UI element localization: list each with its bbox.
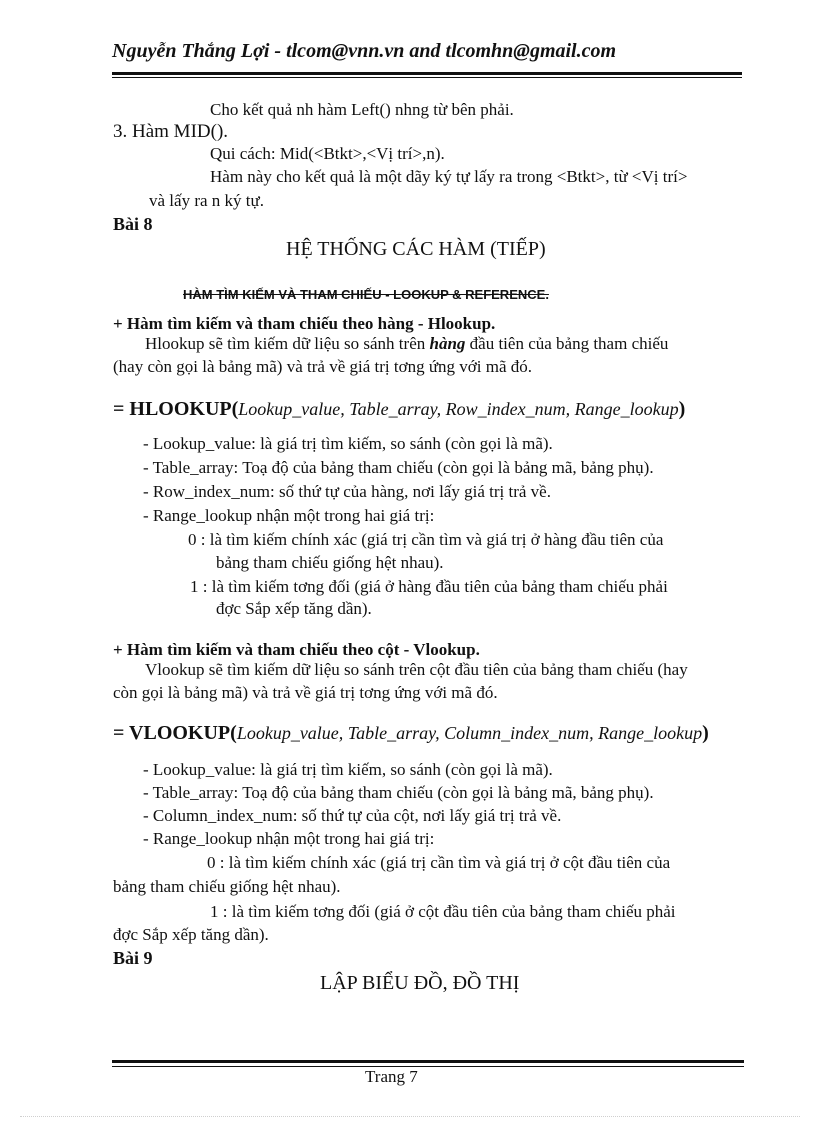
mid-description-cont: và lấy ra n ký tự.: [149, 191, 264, 210]
vlookup-option-one: 1 : là tìm kiếm tơng đối (giá ở cột đầu tiên của bảng tham chiếu phải: [210, 902, 676, 921]
vlookup-formula: [113, 722, 709, 744]
vlookup-description-cont: còn gọi là bảng mã) và trả về giá trị tơng ứng với mã đó.: [113, 683, 498, 702]
hlookup-desc-emphasis: hàng: [429, 334, 466, 353]
bai8-label: Bài 8: [113, 214, 153, 234]
mid-heading: 3. Hàm MID().: [113, 121, 229, 142]
mid-description: Hàm này cho kết quả là một dãy ký tự lấy ra trong <Btkt>, từ <Vị trí>: [210, 167, 688, 186]
vlookup-formula-close: ): [702, 722, 709, 744]
hlookup-formula: [113, 398, 685, 420]
footer-rule-thick: [112, 1060, 744, 1063]
vlookup-param-column-index: - Column_index_num: số thứ tự của cột, nơi lấy giá trị trả về.: [143, 806, 562, 825]
header-rule-thin: [112, 77, 742, 78]
vlookup-formula-name: = VLOOKUP(: [113, 722, 237, 744]
bai8-title: HỆ THỐNG CÁC HÀM (TIẾP): [286, 238, 546, 260]
hlookup-heading: + Hàm tìm kiếm và tham chiếu theo hàng - Hlookup.: [113, 314, 496, 333]
hlookup-description: [145, 333, 668, 355]
vlookup-param-table-array: - Table_array: Toạ độ của bảng tham chiếu (còn gọi là bảng mã, bảng phụ).: [143, 783, 654, 802]
header-rule-thick: [112, 72, 742, 75]
vlookup-heading: + Hàm tìm kiếm và tham chiếu theo cột - Vlookup.: [113, 640, 480, 659]
hlookup-option-zero: 0 : là tìm kiếm chính xác (giá trị cần tìm và giá trị ở hàng đầu tiên của: [188, 530, 664, 549]
page-number: Trang 7: [365, 1067, 418, 1086]
hlookup-param-lookup-value: - Lookup_value: là giá trị tìm kiếm, so sánh (còn gọi là mã).: [143, 434, 553, 453]
hlookup-param-range-lookup: - Range_lookup nhận một trong hai giá trị:: [143, 506, 435, 525]
lookup-subtitle: HÀM TÌM KIẾM VÀ THAM CHIẾU - LOOKUP & REFERENCE.: [183, 287, 549, 302]
hlookup-option-one-cont: đợc Sắp xếp tăng dần).: [216, 599, 372, 618]
hlookup-formula-name: = HLOOKUP(: [113, 398, 239, 420]
vlookup-option-zero: 0 : là tìm kiếm chính xác (giá trị cần tìm và giá trị ở cột đầu tiên của: [207, 853, 671, 872]
hlookup-formula-args: Lookup_value, Table_array, Row_index_num, Range_lookup: [238, 399, 679, 419]
hlookup-formula-close: ): [678, 398, 686, 420]
left-function-note: Cho kết quả nh hàm Left() nhng từ bên phải.: [210, 100, 514, 119]
bai9-label: Bài 9: [113, 948, 153, 968]
hlookup-description-cont: (hay còn gọi là bảng mã) và trả về giá trị tơng ứng với mã đó.: [113, 357, 533, 376]
vlookup-option-zero-cont: bảng tham chiếu giống hệt nhau).: [113, 877, 341, 896]
vlookup-param-lookup-value: - Lookup_value: là giá trị tìm kiếm, so sánh (còn gọi là mã).: [143, 760, 553, 779]
hlookup-param-row-index: - Row_index_num: số thứ tự của hàng, nơi lấy giá trị trả về.: [143, 482, 551, 501]
hlookup-desc-a: Hlookup sẽ tìm kiếm dữ liệu so sánh trên: [145, 334, 426, 353]
hlookup-option-one: 1 : là tìm kiếm tơng đối (giá ở hàng đầu tiên của bảng tham chiếu phải: [190, 577, 668, 596]
vlookup-param-range-lookup: - Range_lookup nhận một trong hai giá trị:: [143, 829, 435, 848]
vlookup-option-one-cont: đợc Sắp xếp tăng dần).: [113, 925, 269, 944]
footer-rule-thin: [112, 1066, 744, 1067]
hlookup-param-table-array: - Table_array: Toạ độ của bảng tham chiếu (còn gọi là bảng mã, bảng phụ).: [143, 458, 654, 477]
bai9-title: LẬP BIỂU ĐỒ, ĐỒ THỊ: [320, 972, 520, 994]
vlookup-formula-args: Lookup_value, Table_array, Column_index_num, Range_lookup: [236, 723, 703, 743]
hlookup-desc-b: đầu tiên của bảng tham chiếu: [469, 334, 669, 353]
page-bottom-dotted-edge: [20, 1116, 800, 1117]
hlookup-option-zero-cont: bảng tham chiếu giống hệt nhau).: [216, 553, 444, 572]
vlookup-description: Vlookup sẽ tìm kiếm dữ liệu so sánh trên cột đầu tiên của bảng tham chiếu (hay: [145, 660, 688, 679]
page-header: Nguyễn Thắng Lợi - tlcom@vnn.vn and tlcomhn@gmail.com: [112, 40, 617, 62]
mid-syntax: Qui cách: Mid(<Btkt>,<Vị trí>,n).: [210, 144, 445, 163]
